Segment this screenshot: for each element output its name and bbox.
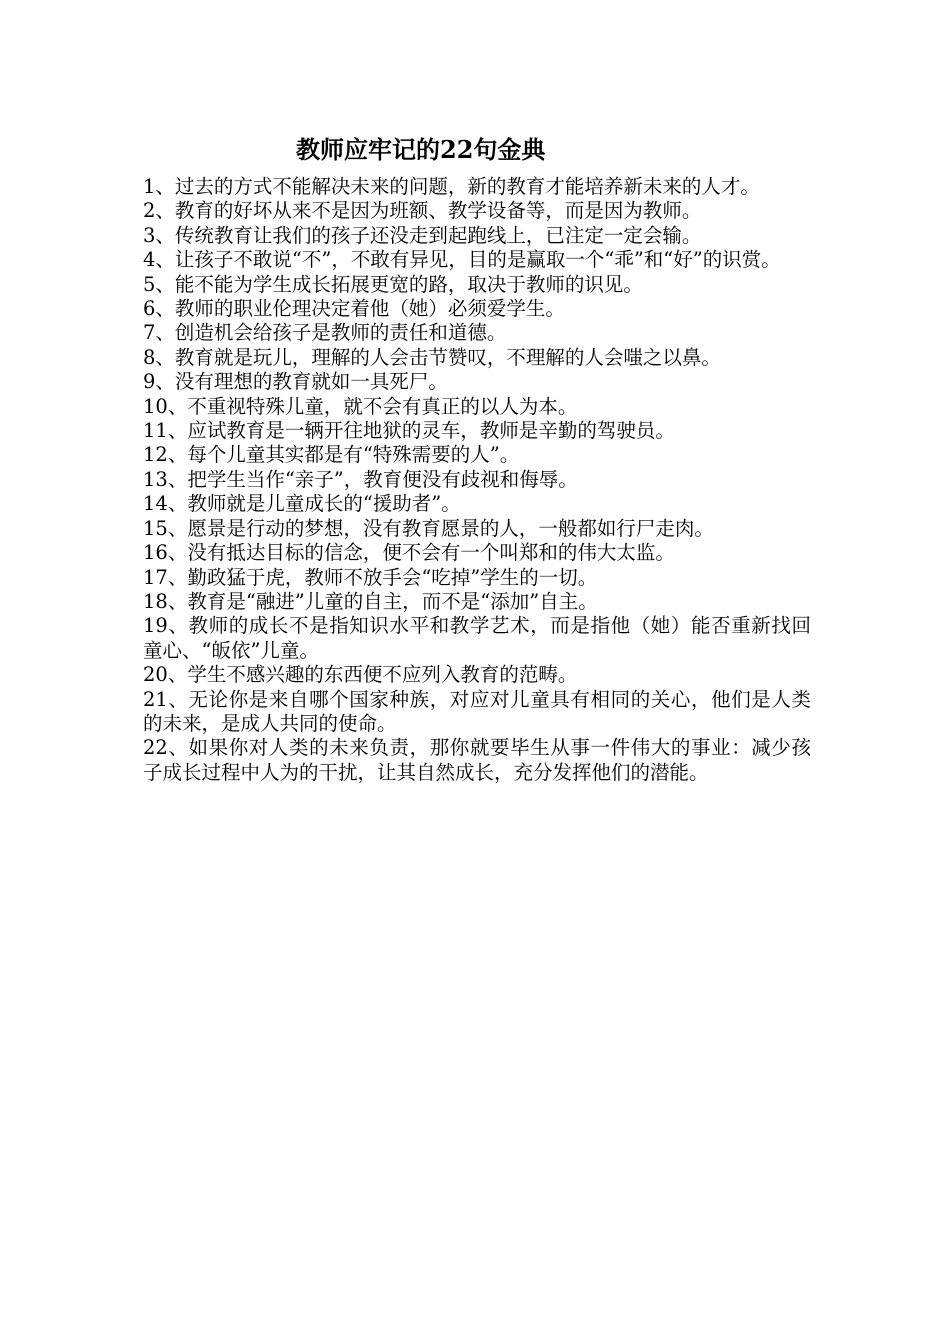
quote-item: 22、如果你对人类的未来负责，那你就要毕生从事一件伟大的事业：减少孩子成长过程中人为的干扰，让其自然成长，充分发挥他们的潜能。 (143, 736, 811, 784)
quote-item: 4、让孩子不敢说“不”，不敢有异见，目的是赢取一个“乖”和“好”的识赏。 (143, 248, 781, 272)
quote-item: 9、没有理想的教育就如一具死尸。 (143, 370, 448, 394)
quote-item: 7、创造机会给孩子是教师的责任和道德。 (143, 321, 507, 345)
quote-item: 21、无论你是来自哪个国家种族，对应对儿童具有相同的关心，他们是人类的未来，是成人共同的使命。 (143, 687, 811, 735)
quote-item: 16、没有抵达目标的信念，便不会有一个叫郑和的伟大太监。 (143, 541, 675, 565)
quote-item: 13、把学生当作“亲子”，教育便没有歧视和侮辱。 (143, 467, 578, 491)
quote-item: 10、不重视特殊儿童，就不会有真正的以人为本。 (143, 394, 578, 418)
quote-item: 12、每个儿童其实都是有“特殊需要的人”。 (143, 443, 520, 467)
quote-list (143, 175, 811, 785)
quote-item: 5、能不能为学生成长拓展更宽的路，取决于教师的识见。 (143, 272, 643, 296)
quote-item: 2、教育的好坏从来不是因为班额、教学设备等，而是因为教师。 (143, 199, 702, 223)
quote-item: 8、教育就是玩儿，理解的人会击节赞叹，不理解的人会嗤之以鼻。 (143, 345, 721, 369)
quote-item: 15、愿景是行动的梦想，没有教育愿景的人，一般都如行尸走肉。 (143, 516, 714, 540)
quote-item: 6、教师的职业伦理决定着他（她）必须爱学生。 (143, 297, 565, 321)
quote-item: 18、教育是“融进”儿童的自主，而不是“添加”自主。 (143, 589, 598, 613)
quote-item: 1、过去的方式不能解决未来的问题，新的教育才能培养新未来的人才。 (143, 175, 760, 198)
quote-item: 3、传统教育让我们的孩子还没走到起跑线上，已注定一定会输。 (143, 223, 702, 247)
quote-item: 20、学生不感兴趣的东西便不应列入教育的范畴。 (143, 663, 578, 687)
quote-item: 11、应试教育是一辆开往地狱的灵车，教师是辛勤的驾驶员。 (143, 419, 675, 443)
quote-item: 17、勤政猛于虎，教师不放手会“吃掉”学生的一切。 (143, 565, 598, 589)
quote-item: 14、教师就是儿童成长的“援助者”。 (143, 492, 461, 516)
quote-item: 19、教师的成长不是指知识水平和教学艺术，而是指他（她）能否重新找回童心、“皈依”儿童。 (143, 614, 811, 662)
document-title: 教师应牢记的22句金典 (296, 135, 546, 164)
